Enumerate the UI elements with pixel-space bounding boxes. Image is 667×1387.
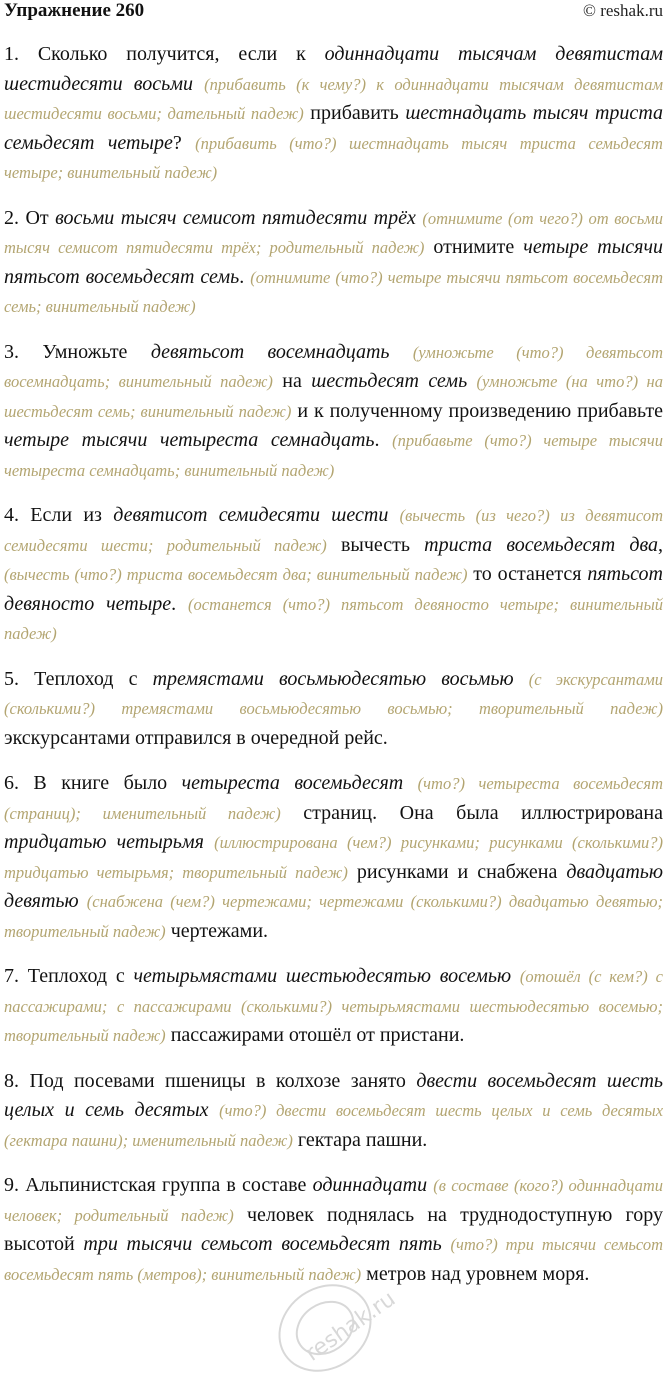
- numeral-phrase: одиннадцати тысячам девятистам шестидесяти восьми: [4, 43, 663, 95]
- sentence-text: ,: [658, 533, 664, 556]
- exercise-item-3: [4, 338, 663, 486]
- grammar-note: (снабжена (чем?) чертежами; чертежами (сколькими?) двадцатью девятью; творительный падеж): [4, 892, 663, 941]
- exercise-title: Упражнение 260: [4, 0, 145, 21]
- grammar-note: (что?) три тысячи семьсот восемьдесят пять (метров); винительный падеж): [4, 1235, 663, 1284]
- sentence-text: на: [272, 370, 312, 392]
- sentence-text: рисунками и снабжена: [347, 860, 567, 883]
- grammar-note: (отнимите (что?) четыре тысячи пятьсот восемьдесят семь; винительный падеж): [4, 267, 663, 316]
- sentence-text: вычесть: [326, 533, 425, 556]
- numeral-phrase: четырьмястами шестьюдесятью восемью: [133, 965, 512, 987]
- grammar-note: (вычесть (из чего?) из девятисот семидесяти шести; родительный падеж): [4, 506, 663, 555]
- numeral-phrase: тридцатью четырьмя: [4, 831, 204, 853]
- grammar-note: (прибавьте (что?) четыре тысячи четыреста семнадцать; винительный падеж): [4, 431, 663, 480]
- grammar-note: (останется (что?) пятьсот девяносто четыре; винительный падеж): [4, 594, 664, 643]
- sentence-text: [79, 890, 87, 912]
- exercise-item-6: [4, 769, 663, 946]
- exercise-item-2: [4, 204, 663, 322]
- page-header: [4, 0, 663, 26]
- exercise-item-5: [4, 665, 663, 754]
- numeral-phrase: триста восемьдесят два: [424, 533, 659, 556]
- sentence-text: .: [239, 265, 251, 288]
- sentence-text: экскурсантами отправился в очередной рейс.: [4, 726, 388, 749]
- grammar-note: (прибавить (что?) шестнадцать тысяч триста семьдесят четыре; винительный падеж): [4, 133, 663, 182]
- sentence-text: [204, 831, 214, 853]
- numeral-phrase: четыреста восемьдесят: [181, 772, 404, 794]
- sentence-text: [209, 1099, 220, 1121]
- sentence-text: отнимите: [424, 236, 524, 258]
- numeral-phrase: двадцатью девятью: [4, 860, 663, 912]
- exercise-item-4: [4, 501, 663, 649]
- grammar-note: (отнимите (от чего?) от восьми тысяч семисот пятидесяти трёх; родительный падеж): [4, 208, 663, 257]
- sentence-text: 3. Умножьте: [4, 340, 151, 363]
- numeral-phrase: три тысячи семьсот восемьдесят пять: [83, 1233, 442, 1255]
- numeral-phrase: четыре тысячи четыреста семнадцать: [4, 429, 375, 451]
- grammar-note: (что?) четыреста восемьдесят (страниц); именительный падеж): [4, 774, 663, 823]
- exercise-item-9: [4, 1171, 663, 1289]
- grammar-note: (вычесть (что?) триста восемьдесят два; винительный падеж): [4, 565, 468, 584]
- numeral-phrase: шестьдесят семь: [311, 370, 468, 392]
- sentence-text: пассажирами отошёл от пристани.: [165, 1024, 465, 1046]
- sentence-text: метров над уровнем моря.: [361, 1262, 590, 1285]
- grammar-note: (с экскурсантами (сколькими?) тремястами восьмьюдесятью восьмью; творительный падеж): [4, 669, 664, 718]
- sentence-text: .: [374, 429, 393, 451]
- numeral-phrase: пятьсот девяносто четыре: [4, 563, 663, 615]
- sentence-text: [467, 370, 476, 392]
- exercise-item-7: [4, 962, 663, 1051]
- grammar-note: (отошёл (с кем?) с пассажирами; с пассажирами (сколькими?) четырьмястами шестьюдесятью восемью; творительный падеж): [4, 967, 664, 1045]
- sentence-text: 7. Теплоход с: [4, 965, 134, 987]
- numeral-phrase: четыре тысячи пятьсот восемьдесят семь: [4, 236, 663, 288]
- sentence-text: страниц. Она была иллюстрирована: [280, 801, 663, 824]
- grammar-note: (что?) двести восемьдесят шесть целых и семь десятых (гектара пашни); именительный падеж): [4, 1101, 664, 1150]
- sentence-text: [390, 341, 413, 363]
- numeral-phrase: одиннадцати: [312, 1174, 428, 1196]
- sentence-text: 6. В книге было: [4, 772, 182, 794]
- grammar-note: (прибавить (к чему?) к одиннадцати тысячам девятистам шестидесяти восьми; дательный падеж): [4, 74, 663, 123]
- sentence-text: 4. Если из: [4, 504, 114, 526]
- sentence-text: [511, 965, 520, 987]
- sentence-text: гектара пашни.: [292, 1128, 428, 1151]
- sentence-text: 5. Теплоход с: [4, 667, 153, 690]
- sentence-text: то останется: [467, 563, 588, 585]
- sentence-text: [193, 73, 204, 95]
- numeral-phrase: девятисот семидесяти шести: [113, 504, 389, 526]
- exercise-item-8: [4, 1067, 663, 1156]
- sentence-text: [388, 504, 399, 526]
- sentence-text: ?: [172, 131, 196, 154]
- grammar-note: (умножьте (на что?) на шестьдесят семь; винительный падеж): [4, 372, 663, 421]
- sentence-text: 2. От: [4, 206, 56, 229]
- exercise-body: [4, 40, 663, 1305]
- sentence-text: чертежами.: [165, 919, 269, 942]
- sentence-text: и к полученному произведению прибавьте: [291, 399, 664, 422]
- grammar-note: (умножьте (что?) девятьсот восемнадцать; винительный падеж): [4, 342, 663, 391]
- sentence-text: человек поднялась на труднодоступную гору высотой: [4, 1203, 663, 1255]
- site-credit: © reshak.ru: [583, 1, 663, 20]
- sentence-text: 1. Сколько получится, если к: [4, 43, 325, 65]
- exercise-item-1: [4, 40, 663, 188]
- sentence-text: [514, 668, 529, 690]
- numeral-phrase: шестнадцать тысяч триста семьдесят четыре: [4, 102, 664, 154]
- sentence-text: 9. Альпинистская группа в составе: [4, 1174, 313, 1196]
- numeral-phrase: двести восемьдесят шесть целых и семь десятых: [4, 1069, 664, 1121]
- grammar-note: (в составе (кого?) одиннадцати человек; родительный падеж): [4, 1176, 663, 1225]
- svg-text:reshak.ru: reshak.ru: [300, 1286, 401, 1367]
- sentence-text: .: [171, 592, 189, 615]
- numeral-phrase: тремястами восьмьюдесятью восьмью: [152, 667, 514, 690]
- sentence-text: 8. Под посевами пшеницы в колхозе занято: [4, 1069, 417, 1092]
- sentence-text: [403, 772, 417, 794]
- sentence-text: прибавить: [303, 102, 406, 124]
- grammar-note: (иллюстрирована (чем?) рисунками; рисунками (сколькими?) тридцатью четырьмя; творительный падеж): [4, 833, 663, 882]
- numeral-phrase: девятьсот восемнадцать: [150, 340, 390, 363]
- numeral-phrase: восьми тысяч семисот пятидесяти трёх: [55, 206, 416, 229]
